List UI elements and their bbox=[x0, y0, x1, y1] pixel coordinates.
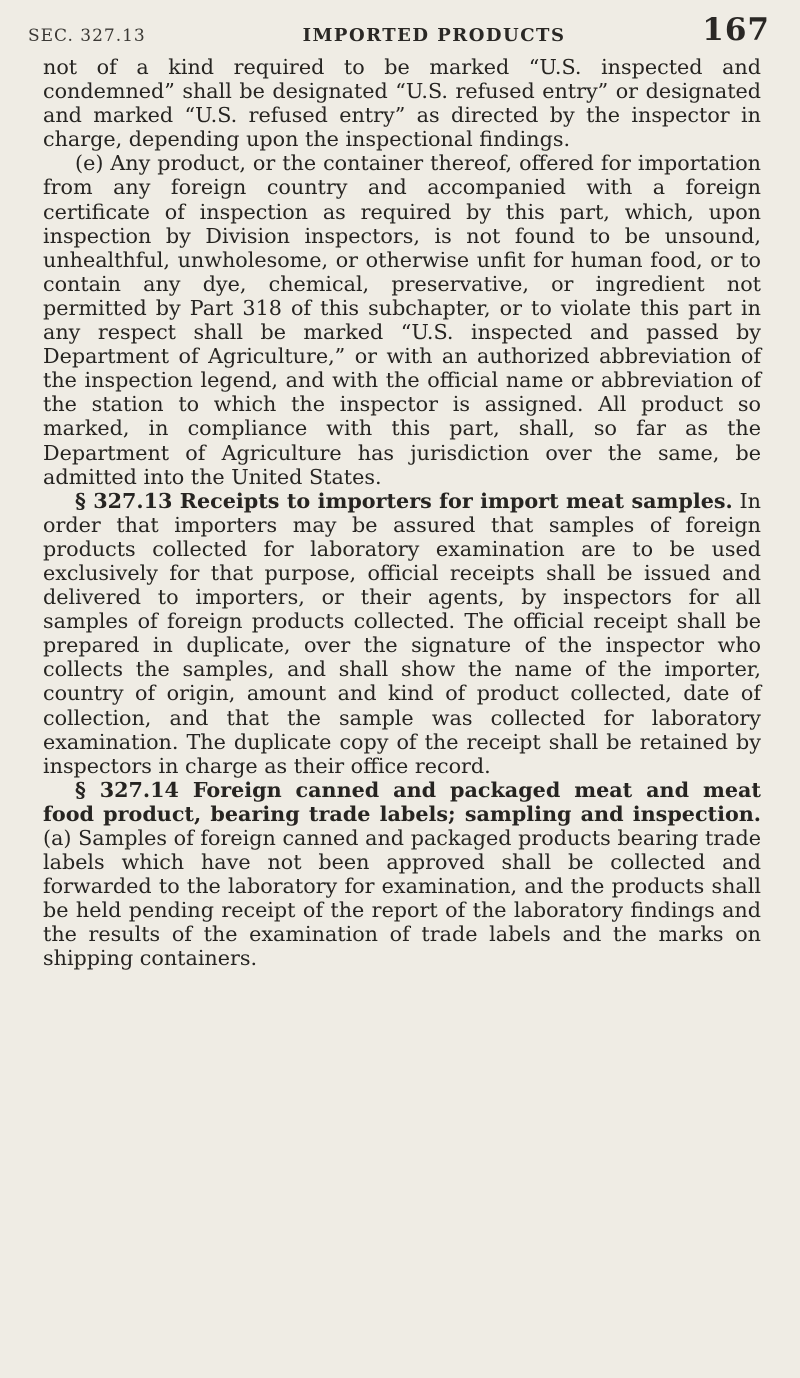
section-327-14-body: (a) Samples of foreign canned and packaged products bearing trade labels which have not been approved shall be collected and forwarded to the laboratory for examination, and the products shall be held pending receipt of the report of the laboratory findings and the results of the examination of trade labels and the marks on shipping containers. bbox=[43, 826, 761, 971]
section-327-14-heading: § 327.14 Foreign canned and packaged meat and meat food product, bearing trade labels; sampling and inspection. bbox=[43, 777, 761, 826]
page-number: 167 bbox=[702, 12, 770, 48]
section-327-14 bbox=[43, 778, 761, 971]
section-327-13 bbox=[43, 489, 761, 778]
paragraph-e: (e) Any product, or the container thereof, offered for importation from any foreign country and accompanied with a foreign certificate of inspection as required by this part, which, upon inspection by Division inspectors, is not found to be unsound, unhealthful, unwholesome, or otherwise unfit for human food, or to contain any dye, chemical, preservative, or ingredient not permitted by Part 318 of this subchapter, or to violate this part in any respect shall be marked “U.S. inspected and passed by Department of Agriculture,” or with an authorized abbreviation of the inspection legend, and with the official name or abbreviation of the station to which the inspector is assigned. All product so marked, in compliance with this part, shall, so far as the Department of Agriculture has jurisdiction over the same, be admitted into the United States. bbox=[43, 151, 761, 489]
paragraph-continuation: not of a kind required to be marked “U.S. inspected and condemned” shall be designated “U.S. refused entry” or designated and marked “U.S. refused entry” as directed by the inspector in charge, depending upon the inspectional findings. bbox=[43, 55, 761, 152]
header-title: IMPORTED PRODUCTS bbox=[302, 25, 566, 46]
section-327-13-heading: § 327.13 Receipts to importers for import meat samples. bbox=[75, 488, 733, 513]
header-section-number: SEC. 327.13 bbox=[28, 26, 146, 46]
body-text bbox=[43, 55, 761, 971]
running-header bbox=[28, 10, 770, 46]
section-327-13-body: In order that importers may be assured that samples of foreign products collected for laboratory examination are to be used exclusively for that purpose, official receipts shall be issued and delivered to importers, or their agents, by inspectors for all samples of foreign products collected. The official receipt shall be prepared in duplicate, over the signature of the inspector who collects the samples, and shall show the name of the importer, country of origin, amount and kind of product collected, date of collection, and that the sample was collected for laboratory examination. The duplicate copy of the receipt shall be retained by inspectors in charge as their office record. bbox=[43, 488, 761, 778]
